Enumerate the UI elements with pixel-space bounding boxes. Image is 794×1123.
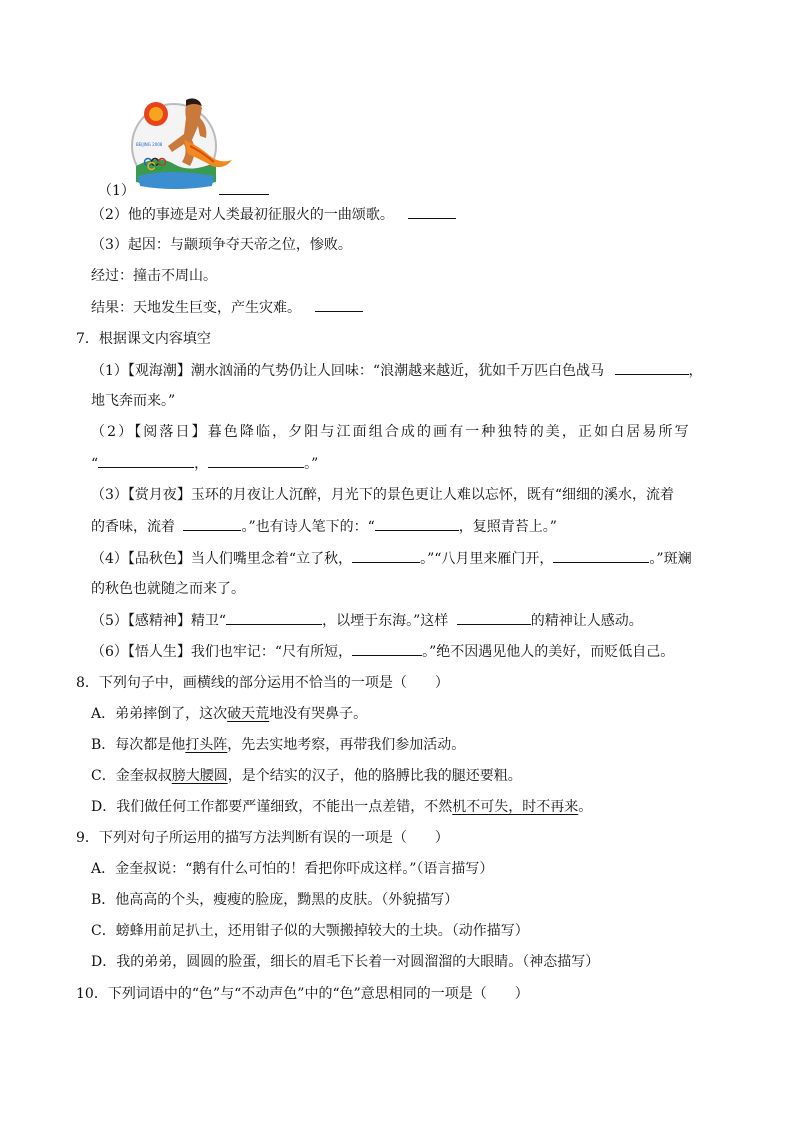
- answer-blank[interactable]: [375, 516, 459, 531]
- q7-s4: （4）【品秋色】当人们嘴里念着“立了秋， 。”“八月里来雁门开， 。”斑斓: [91, 548, 692, 569]
- answer-blank[interactable]: [208, 453, 304, 468]
- q6-item-2: （2）他的事迹是对人类最初征服火的一曲颂歌。: [91, 204, 456, 225]
- q9-option-c[interactable]: C．螃蜂用前足扒土，还用钳子似的大颚搬掉较大的土块。（动作描写）: [91, 923, 529, 939]
- answer-blank[interactable]: [183, 516, 241, 531]
- q8-option-c[interactable]: C．金奎叔叔膀大腰圆，是个结实的汉子，他的胳膊比我的腿还要粗。: [91, 768, 522, 784]
- answer-blank[interactable]: [98, 453, 194, 468]
- q7-s1-cont: 地飞奔而来。”: [91, 393, 176, 409]
- q9-option-d[interactable]: D．我的弟弟，圆圆的脸蛋，细长的眉毛下长着一对圆溜溜的大眼睛。（神态描写）: [91, 954, 600, 970]
- q7-s6: （6）【悟人生】我们也牢记：“尺有所短， 。”绝不因遇见他人的美好，而贬低自己。: [91, 641, 674, 662]
- q6-item-1: （1）: [98, 180, 269, 201]
- question-figure: [128, 96, 236, 192]
- answer-blank[interactable]: [219, 180, 269, 195]
- answer-blank[interactable]: [315, 297, 363, 312]
- answer-blank[interactable]: [553, 548, 649, 563]
- q7-s4-cont: 的秋色也就随之而来了。: [91, 581, 245, 597]
- q7-s1: （1）【观海潮】潮水汹涌的气势仍让人回味：“浪潮越来越近，犹如千万匹白色战马 ，: [91, 360, 703, 381]
- q8-title: 8．下列句子中，画横线的部分运用不恰当的一项是（ ）: [76, 675, 449, 691]
- q6-item-3: （3）起因：与颛顼争夺天帝之位，惨败。: [91, 237, 352, 253]
- q8-option-a[interactable]: A．弟弟摔倒了，这次破天荒地没有哭鼻子。: [91, 706, 368, 722]
- q7-s5: （5）【感精神】精卫“ ，以堙于东海。”这样 的精神让人感动。: [91, 610, 643, 631]
- q7-title: 7．根据课文内容填空: [76, 331, 211, 347]
- answer-blank[interactable]: [352, 641, 422, 656]
- answer-blank[interactable]: [352, 548, 420, 563]
- q7-s3: （3）【赏月夜】玉环的月夜让人沉醉，月光下的景色更让人难以忘怀，既有“细细的溪水，流着: [91, 487, 675, 503]
- q7-s3-cont: 的香味，流着 。”也有诗人笔下的：“ ，复照青苔上。”: [91, 516, 557, 537]
- q7-s2-cont: “ ， 。”: [91, 453, 318, 474]
- q6-item-3-process: 经过：撞击不周山。: [91, 268, 217, 284]
- logo-text: BEIJING 2008: [136, 142, 163, 147]
- q10-title: 10．下列词语中的“色”与“不动声色”中的“色”意思相同的一项是（ ）: [76, 986, 529, 1002]
- answer-blank[interactable]: [615, 360, 689, 375]
- answer-blank[interactable]: [408, 204, 456, 219]
- q9-option-b[interactable]: B．他高高的个头，瘦瘦的脸庞，黝黑的皮肤。（外貌描写）: [91, 892, 459, 908]
- answer-blank[interactable]: [457, 610, 531, 625]
- q7-s2: （2）【阅落日】暮色降临，夕阳与江面组合成的画有一种独特的美，正如白居易所写: [91, 424, 691, 440]
- answer-blank[interactable]: [226, 610, 322, 625]
- q9-title: 9．下列对句子所运用的描写方法判断有误的一项是（ ）: [76, 830, 449, 846]
- q8-option-d[interactable]: D．我们做任何工作都要严谨细致，不能出一点差错，不然机不可失，时不再来。: [91, 799, 593, 815]
- q8-option-b[interactable]: B．每次都是他打头阵，先去实地考察，再带我们参加活动。: [91, 737, 466, 753]
- q9-option-a[interactable]: A．金奎叔说：“鹅有什么可怕的！看把你吓成这样。”（语言描写）: [91, 861, 494, 877]
- q6-item-3-result: 结果：天地发生巨变，产生灾难。: [91, 297, 363, 318]
